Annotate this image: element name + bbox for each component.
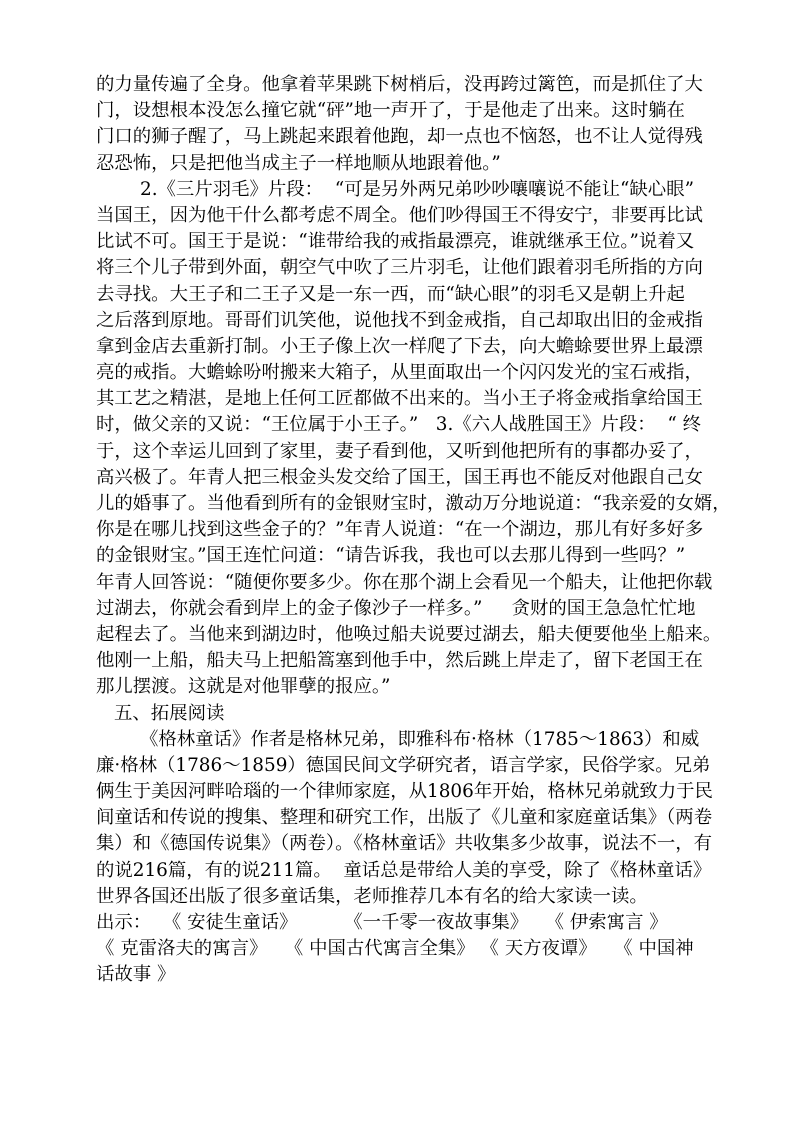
text-line: 廉·格林（1786～1859）德国民间文学研究者，语言学家，民俗学家。兄弟	[96, 754, 711, 776]
document-page	[96, 72, 736, 989]
text-line: 你是在哪儿找到这些金子的？”年青人说道：“在一个湖边，那儿有好多好多	[96, 519, 704, 541]
text-line: 儿的婚事了。当他看到所有的金银财宝时，激动万分地说道：“我亲爱的女婿，	[96, 493, 731, 514]
text-line: 那儿摆渡。这就是对他罪孽的报应。”	[96, 676, 391, 698]
text-line: 年青人回答说：“随便你要多少。你在那个湖上会看见一个船夫，让他把你载	[96, 571, 713, 593]
text-line: 之后落到原地。哥哥们讥笑他，说他找不到金戒指，自己却取出旧的金戒指	[96, 309, 703, 331]
text-line: 比试不可。国王于是说：“谁带给我的戒指最漂亮，谁就继承王位。”说着又	[96, 231, 695, 253]
text-line: 拿到金店去重新打制。小王子像上次一样爬了下去，向大蟾蜍要世界上最漂	[96, 335, 703, 357]
text-line: 他刚一上船，船夫马上把船篙塞到他手中，然后跳上岸走了，留下老国王在	[96, 650, 703, 672]
text-line: 高兴极了。年青人把三根金头发交给了国王，国王再也不能反对他跟自己女	[96, 466, 703, 488]
text-line: 去寻找。大王子和二王子又是一东一西，而“缺心眼”的羽毛又是朝上升起	[96, 283, 685, 305]
text-line: 世界各国还出版了很多童话集，老师推荐几本有名的给大家读一读。	[96, 885, 648, 907]
text-line: 的力量传遍了全身。他拿着苹果跳下树梢后，没再跨过篱笆，而是抓住了大	[96, 74, 703, 95]
text-line: 忍恐怖，只是把他当成主子一样地顺从地跟着他。”	[96, 152, 501, 174]
book-list-line: 出示： 《 安徒生童话》 《一千零一夜故事集》 《 伊索寓言 》	[96, 912, 668, 933]
text-line: 将三个儿子带到外面，朝空气中吹了三片羽毛，让他们跟着羽毛所指的方向	[96, 257, 703, 279]
text-line: 《格林童话》作者是格林兄弟，即雅科布·格林（1785～1863）和威	[140, 728, 700, 750]
text-line: 的金银财宝。”国王连忙问道：“请告诉我，我也可以去那儿得到一些吗？”	[96, 545, 686, 567]
book-list-line: 话故事 》	[96, 964, 176, 986]
text-line: 俩生于美因河畔哈瑙的一个律师家庭，从1806年开始，格林兄弟就致力于民	[96, 781, 713, 803]
text-line: 当国王，因为他干什么都考虑不周全。他们吵得国王不得安宁，非要再比试	[96, 204, 703, 226]
text-line: 其工艺之精湛，是地上任何工匠都做不出来的。当小王子将金戒指拿给国王	[96, 388, 703, 410]
text-line: 集）和《德国传说集》（两卷）。《格林童话》共收集多少故事，说法不一，有	[96, 833, 713, 855]
text-line: 间童话和传说的搜集、整理和研究工作，出版了《儿童和家庭童话集》（两卷	[96, 807, 713, 829]
text-line: 的说216篇，有的说211篇。 童话总是带给人美的享受，除了《格林童话》	[96, 859, 712, 881]
text-line: 亮的戒指。大蟾蜍吩咐搬来大箱子，从里面取出一个闪闪发光的宝石戒指，	[96, 362, 703, 384]
text-line: 起程去了。当他来到湖边时，他唤过船夫说要过湖去，船夫便要他坐上船来。	[96, 623, 722, 645]
text-line: 门，设想根本没怎么撞它就“砰”地一声开了，于是他走了出来。这时躺在	[96, 100, 685, 122]
section-heading: 五、拓展阅读	[114, 702, 225, 724]
text-line: 2.《三片羽毛》片段： “可是另外两兄弟吵吵嚷嚷说不能让“缺心眼”	[140, 178, 694, 200]
text-line: 过湖去，你就会看到岸上的金子像沙子一样多。” 贪财的国王急急忙忙地	[96, 597, 696, 619]
text-line: 时，做父亲的又说：“王位属于小王子。” 3.《六人战胜国王》片段： “ 终	[96, 414, 701, 436]
book-list-line: 《 克雷洛夫的寓言》 《 中国古代寓言全集》 《 天方夜谭》 《 中国神	[96, 938, 694, 960]
text-line: 门口的狮子醒了，马上跳起来跟着他跑，却一点也不恼怒，也不让人觉得残	[96, 126, 703, 148]
text-line: 于，这个幸运儿回到了家里，妻子看到他，又听到他把所有的事都办妥了，	[96, 440, 703, 462]
